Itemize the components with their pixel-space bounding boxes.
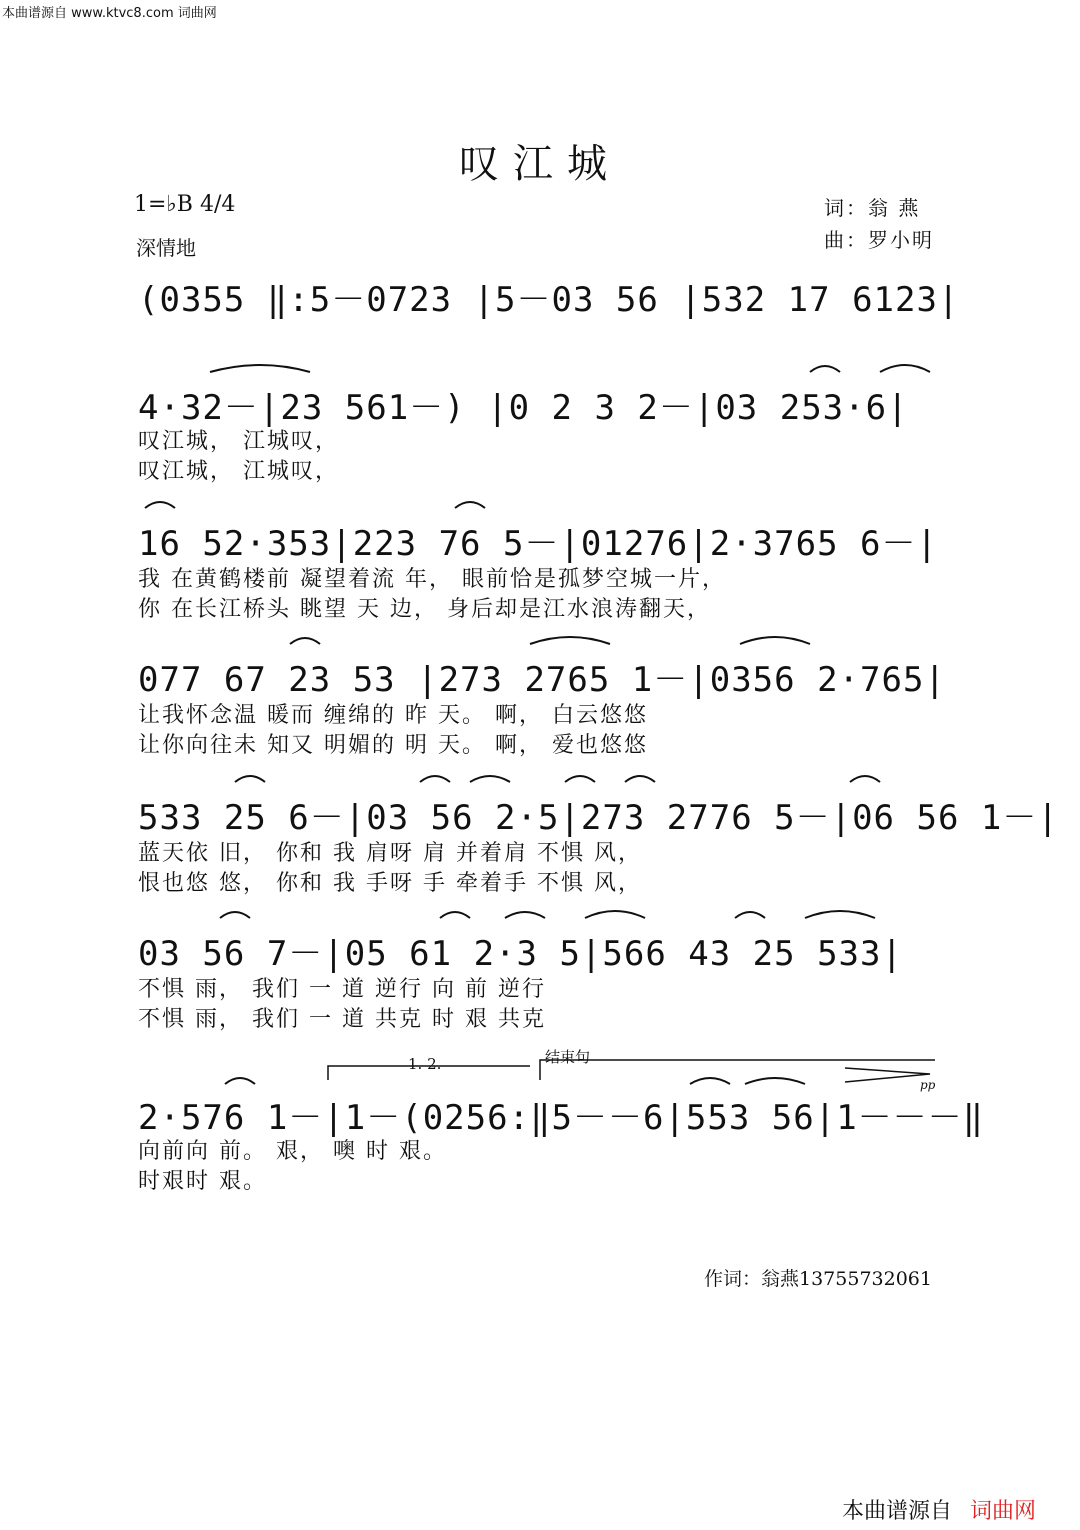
song-title: 叹江城	[459, 141, 621, 187]
lyrics-line-3-verse-1: 我 在黄鹤楼前 凝望着流 年， 眼前恰是孤梦空城一片，	[138, 567, 726, 592]
lyrics-line-2-verse-1: 叹江城， 江城叹，	[138, 429, 339, 454]
notation-line-7: 2·576 1－|1－(0256:‖5－－6|553 56|1－－－‖	[138, 1098, 985, 1138]
lyrics-line-4-verse-1: 让我怀念温 暖而 缠绵的 昨 天。 啊， 白云悠悠	[138, 703, 648, 728]
composer-credit: 曲：罗小明	[824, 228, 934, 252]
lyrics-line-6-verse-2: 不惧 雨， 我们 一 道 共克 时 艰 共克	[138, 1007, 546, 1032]
notation-line-1: (0355 ‖:5－0723 |5－03 56 |532 17 6123|	[138, 280, 960, 320]
notation-line-4: 077 67 23 53 |273 2765 1－|0356 2·765|	[138, 660, 946, 700]
lyrics-line-2-verse-2: 叹江城， 江城叹，	[138, 459, 339, 484]
lyrics-line-5-verse-2: 恨也悠 悠， 你和 我 手呀 手 牵着手 不惧 风，	[138, 871, 642, 896]
lyrics-line-7-verse-1: 向前向 前。 艰， 噢 时 艰。	[138, 1139, 447, 1164]
key-signature: 1=♭B 4/4	[134, 192, 236, 217]
lyrics-line-6-verse-1: 不惧 雨， 我们 一 道 逆行 向 前 逆行	[138, 977, 546, 1002]
lyrics-line-7-verse-2: 时艰时 艰。	[138, 1169, 267, 1194]
lyricist-contact: 作词：翁燕13755732061	[704, 1268, 932, 1290]
lyrics-line-4-verse-2: 让你向往未 知又 明媚的 明 天。 啊， 爱也悠悠	[138, 733, 648, 758]
tempo-marking: 深情地	[136, 236, 196, 260]
notation-line-2: 4·32－|23 561－) |0 2 3 2－|03 253·6|	[138, 388, 909, 428]
notation-line-6: 03 56 7－|05 61 2·3 5|566 43 25 533|	[138, 934, 903, 974]
footer-watermark-right: 词曲网	[970, 1499, 1037, 1524]
footer-watermark-left: 本曲谱源自	[842, 1499, 953, 1524]
notation-line-3: 16 52·353|223 76 5－|01276|2·3765 6－|	[138, 524, 938, 564]
volta-bracket-label: 1. 2.	[408, 1055, 442, 1073]
lyrics-line-5-verse-1: 蓝天依 旧， 你和 我 肩呀 肩 并着肩 不惧 风，	[138, 841, 642, 866]
dynamic-marking: pp	[920, 1078, 936, 1092]
ending-sentence-label: 结束句	[545, 1048, 591, 1066]
lyrics-line-3-verse-2: 你 在长江桥头 眺望 天 边， 身后却是江水浪涛翻天，	[138, 597, 711, 622]
notation-line-5: 533 25 6－|03 56 2·5|273 2776 5－|06 56 1－|	[138, 798, 1059, 838]
source-watermark: 本曲谱源自 www.ktvc8.com 词曲网	[2, 6, 217, 21]
footer-watermark	[842, 1494, 1036, 1525]
lyricist-credit: 词：翁 燕	[824, 196, 921, 220]
